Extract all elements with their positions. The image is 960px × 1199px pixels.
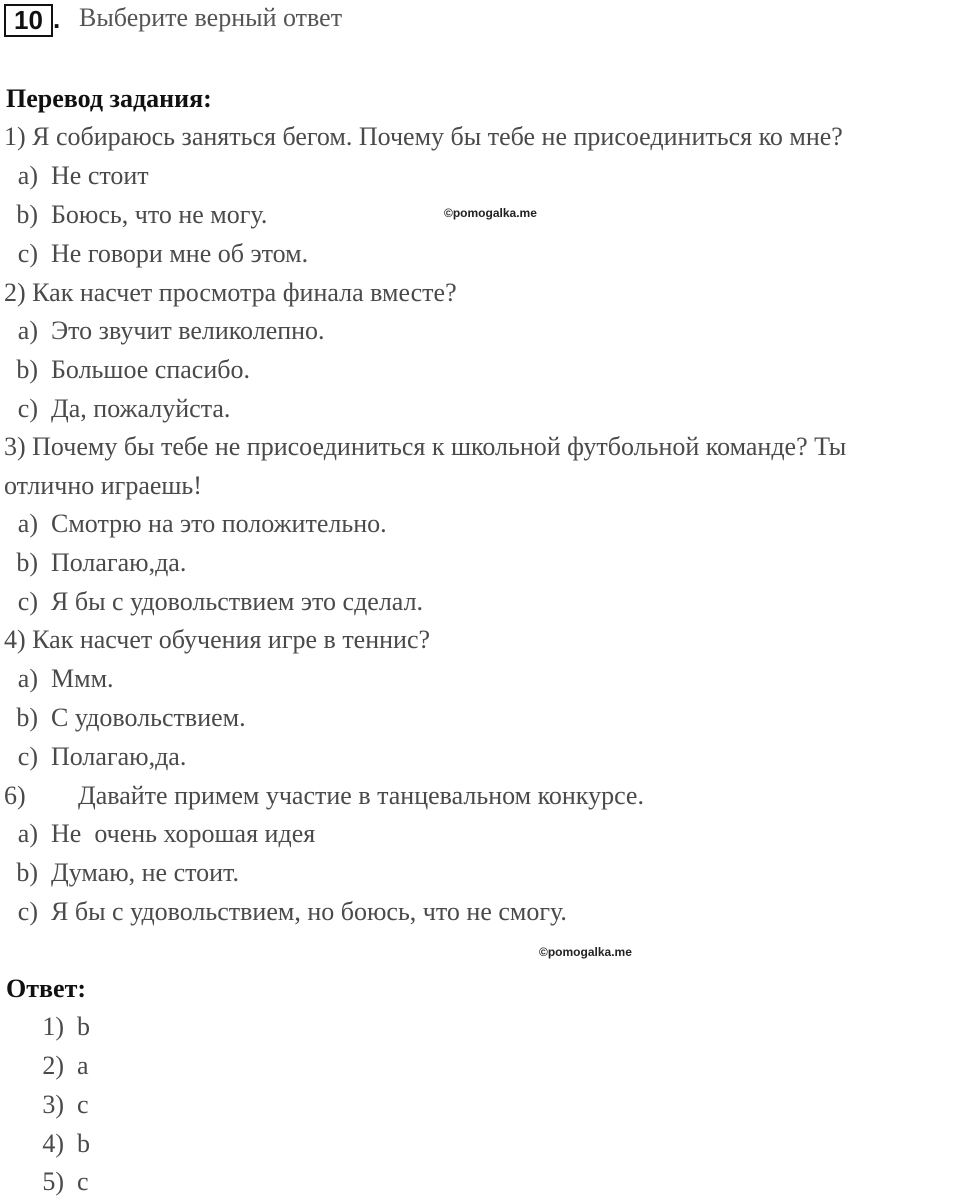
answer-3 [4,1090,89,1120]
option-4b [0,703,246,733]
answer-mark: 1) [42,1012,64,1041]
option-4c [0,742,186,772]
question-3-line-1: 3) Почему бы тебе не присоединиться к школьной футбольной команде? Ты [4,432,847,461]
option-mark: b) [16,703,38,732]
answer-mark: 5) [42,1167,64,1196]
answer-value: b [77,1129,90,1158]
option-mark: c) [17,742,38,771]
option-6c [0,897,567,927]
option-mark: a) [17,664,38,693]
option-3a [0,509,387,539]
option-mark: b) [16,355,38,384]
option-6a [0,819,315,849]
question-6: Давайте примем участие в танцевальном конкурсе. [78,781,644,810]
option-mark: b) [16,548,38,577]
answer-mark: 3) [42,1090,64,1119]
watermark: ©pomogalka.me [539,945,632,959]
option-mark: c) [17,587,38,616]
option-text: Боюсь, что не могу. [51,200,268,229]
option-1b [0,200,267,230]
question-1: 1) Я собираюсь заняться бегом. Почему бы тебе не присоединиться ко мне? [4,122,843,151]
option-1a [0,161,149,191]
answer-5 [4,1167,89,1197]
answer-value: c [77,1167,89,1196]
answer-1 [4,1012,90,1042]
answer-mark: 2) [42,1051,64,1080]
option-mark: c) [17,897,38,926]
option-mark: a) [17,316,38,345]
option-text: Не очень хорошая идея [51,819,316,848]
answer-value: b [77,1012,90,1041]
task-number-box: 10 [4,4,53,37]
option-mark: a) [17,819,38,848]
option-1c [0,239,308,269]
answer-heading: Ответ: [6,974,87,1003]
option-mark: b) [16,858,38,887]
option-4a [0,664,114,694]
option-mark: b) [16,200,38,229]
question-6-number: 6) [4,781,26,810]
answer-2 [4,1051,89,1081]
question-3-line-2: отлично играешь! [4,471,202,500]
option-mark: a) [17,161,38,190]
option-text: Ммм. [51,664,114,693]
answer-value: c [77,1090,89,1119]
option-text: Я бы с удовольствием это сделал. [51,587,424,616]
question-4: 4) Как насчет обучения игре в теннис? [4,625,431,654]
option-text: Не стоит [51,161,149,190]
option-2b [0,355,250,385]
answer-4 [4,1129,90,1159]
option-3b [0,548,186,578]
option-6b [0,858,239,888]
option-text: Полагаю,да. [51,742,187,771]
option-mark: c) [17,394,38,423]
option-text: Смотрю на это положительно. [51,509,387,538]
question-2: 2) Как насчет просмотра финала вместе? [4,278,457,307]
option-text: Большое спасибо. [51,355,250,384]
option-text: Не говори мне об этом. [51,239,309,268]
option-mark: c) [17,239,38,268]
option-text: Думаю, не стоит. [51,858,239,887]
option-text: Я бы с удовольствием, но боюсь, что не смогу. [51,897,567,926]
translation-heading: Перевод задания: [6,84,212,113]
option-text: Да, пожалуйста. [51,394,231,423]
option-2c [0,394,230,424]
task-title: Выберите верный ответ [79,3,343,32]
option-text: С удовольствием. [51,703,246,732]
option-text: Полагаю,да. [51,548,187,577]
option-3c [0,587,423,617]
answer-mark: 4) [42,1129,64,1158]
task-number-dot: . [53,4,61,34]
option-text: Это звучит великолепно. [51,316,325,345]
option-mark: a) [17,509,38,538]
answer-value: a [77,1051,89,1080]
watermark: ©pomogalka.me [444,206,537,220]
option-2a [0,316,325,346]
